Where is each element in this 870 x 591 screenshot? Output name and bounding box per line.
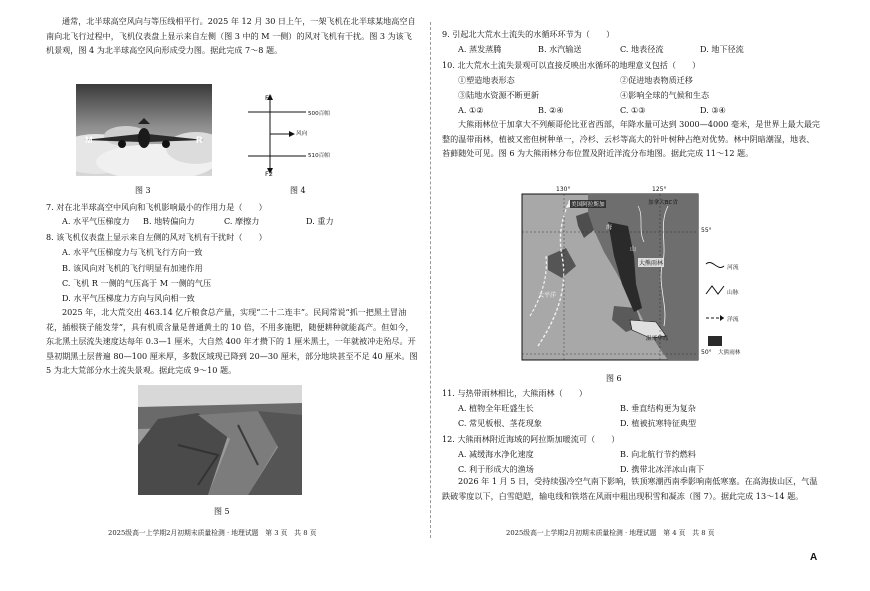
lat-55-label: 55°: [701, 227, 712, 234]
pressure-510-label: 510百帕: [308, 153, 330, 159]
q11-option-a[interactable]: A. 植物全年旺盛生长: [458, 403, 534, 413]
fig3-m-label: M: [85, 135, 93, 145]
wind-direction-label: 风向: [296, 131, 308, 137]
q10-option-c[interactable]: C. ①③: [620, 105, 646, 115]
q9-stem: 9. 引起北大荒水土流失的水循环环节为（ ）: [442, 29, 615, 39]
vancouver-island-label: 温哥华岛: [646, 336, 669, 342]
f2-label: F2: [265, 170, 273, 178]
right-footer: 2025级高一上学期2月初期末质量检测 · 地理试题 第 4 页 共 8 页: [506, 529, 715, 537]
sea-label: 海: [606, 224, 613, 231]
q8-option-c[interactable]: C. 飞机 R 一侧的气压高于 M 一侧的气压: [62, 278, 212, 288]
pressure-500-label: 500百帕: [308, 111, 330, 117]
q11-option-b[interactable]: B. 垂直结构更为复杂: [620, 403, 696, 413]
lat-50-label: 50°: [701, 349, 712, 356]
q7-option-a[interactable]: A. 水平气压梯度力: [62, 216, 130, 226]
q10-stem: 10. 北大荒水土流失景观可以直接反映出水循环的地理意义包括（ ）: [442, 60, 701, 70]
left-page: [0, 0, 430, 591]
rainforest-map: [518, 186, 748, 366]
q12-option-d[interactable]: D. 携带北冰洋冰山南下: [620, 464, 705, 474]
left-footer: 2025级高一上学期2月初期末质量检测 · 地理试题 第 3 页 共 8 页: [108, 529, 317, 537]
legend-mountain: 山脉: [727, 290, 739, 296]
q10-option-b[interactable]: B. ②④: [538, 105, 564, 115]
rainforest-passage: 大熊雨林位于加拿大不列颠哥伦比亚省西部，年降水量可达到 3000—4000 毫米，是世界上最大最完整的温带雨林，植被又密但树种单一，冷杉、云杉等高大的针叶树种占绝对优势。林中阴暗潮湿，地表、苔藓随处可见。图 6 为大熊雨林分布位置及附近洋流分布地图。据此完成 11～12 题。: [442, 119, 821, 158]
q8-option-a[interactable]: A. 水平气压梯度力与飞机飞行方向一致: [62, 247, 203, 257]
f1-label: F1: [265, 94, 273, 102]
q7-option-d[interactable]: D. 重力: [306, 216, 334, 226]
q10-item-1: ①塑造地表形态: [458, 75, 515, 85]
q10-item-2: ②促进地表物质迁移: [620, 75, 693, 85]
q8-option-b[interactable]: B. 该风向对飞机的飞行明显有加速作用: [62, 263, 203, 273]
lon-125-label: 125°: [652, 186, 667, 193]
q8-option-d[interactable]: D. 水平气压梯度力方向与风向相一致: [62, 293, 195, 303]
q12-option-c[interactable]: C. 利于形成大的渔场: [458, 464, 534, 474]
fig3-caption: 图 3: [135, 186, 151, 195]
q10-option-d[interactable]: D. ③④: [700, 105, 726, 115]
q9-option-c[interactable]: C. 地表径流: [620, 44, 664, 54]
fig6-caption: 图 6: [606, 374, 622, 383]
black-soil-passage: 2025 年，北大荒交出 463.14 亿斤粮食总产量，实现“二十二连丰”。民间常说“抓一把黑土冒油花，插根筷子能发芽”，具有机质含量是普通黄土的 10 倍，不用多施肥，随便耕种就能高产。但如今，东北黑土层流失速度达每年 0.3—1 厘米，大自然 400 年才攒下的 1 厘米黑土，一年就被冲走殆尽。开垦初期黑土层普遍 80—100 厘米厚，多数区域现已降到 20—30 厘米，部分地块甚至不足 40 厘米。图 5 为北大荒部分水土流失景观。据此完成 9～10 题。: [46, 307, 418, 375]
pacific-label: 太平洋: [538, 292, 557, 299]
q7-option-b[interactable]: B. 地转偏向力: [143, 216, 195, 226]
q10-option-a[interactable]: A. ①②: [458, 105, 484, 115]
q12-option-b[interactable]: B. 向北航行节约燃料: [620, 449, 696, 459]
q12-stem: 12. 大熊雨林附近海域的阿拉斯加暖流可（ ）: [442, 434, 620, 444]
legend-rainforest: 大熊雨林: [718, 350, 741, 356]
alaska-label: 美国阿拉斯加: [571, 202, 605, 208]
q10-item-4: ④影响全球的气候和生态: [620, 90, 710, 100]
fig4-caption: 图 4: [290, 186, 306, 195]
q7-stem: 7. 对在北半球高空中风向和飞机影响最小的作用力是（ ）: [46, 202, 267, 212]
bear-rainforest-label: 大熊雨林: [639, 260, 664, 267]
q7-option-c[interactable]: C. 摩擦力: [224, 216, 260, 226]
q9-option-a[interactable]: A. 蒸发蒸腾: [458, 44, 502, 54]
q11-option-c[interactable]: C. 常见板根、茎花现象: [458, 418, 542, 428]
legend-river: 河流: [727, 265, 739, 271]
q10-item-3: ③陆地水资源不断更新: [458, 90, 539, 100]
right-page: [430, 0, 870, 591]
q11-option-d[interactable]: D. 植被抗寒特征典型: [620, 418, 697, 428]
q11-stem: 11. 与热带雨林相比，大熊雨林（ ）: [442, 388, 587, 398]
mountain-label: 山: [630, 246, 637, 253]
lon-130-label: 130°: [556, 186, 571, 193]
force-diagram: [240, 90, 350, 178]
erosion-photo: [138, 385, 302, 495]
airplane-photo: [76, 84, 212, 176]
q8-stem: 8. 该飞机仪表盘上显示来自左侧的风对飞机有干扰时（ ）: [46, 232, 267, 242]
q9-option-d[interactable]: D. 地下径流: [700, 44, 744, 54]
canada-bc-label: 加拿大BC省: [648, 200, 679, 206]
intro-passage: 通常，北半球高空风向与等压线相平行。2025 年 12 月 30 日上午，一架飞机在北半球某地高空自南向北飞行过程中，飞机仪表盘上显示来自左侧（图 3 中的 M 一侧）的风对飞机有干扰。图 3 为该飞机景观，图 4 为北半球高空风向形成受力图。据此完成 7～8 题。: [46, 16, 416, 55]
fig5-caption: 图 5: [214, 507, 230, 516]
cold-wave-passage: 2026 年 1 月 5 日，受持续强冷空气南下影响，铁顶寒潮西南季影响南低寒塞。在高海拔山区，气温跌破零度以下，白雪皑皑，输电线和铁塔在风雨中粗出现积雪和凝冻（图 7）。据此完成 13～14 题。: [442, 476, 818, 501]
fig3-r-label: R: [196, 135, 203, 145]
corner-mark: A: [810, 552, 818, 563]
q12-option-a[interactable]: A. 减缓海水净化速度: [458, 449, 534, 459]
legend-current: 洋流: [727, 317, 739, 323]
q9-option-b[interactable]: B. 水汽输送: [538, 44, 582, 54]
